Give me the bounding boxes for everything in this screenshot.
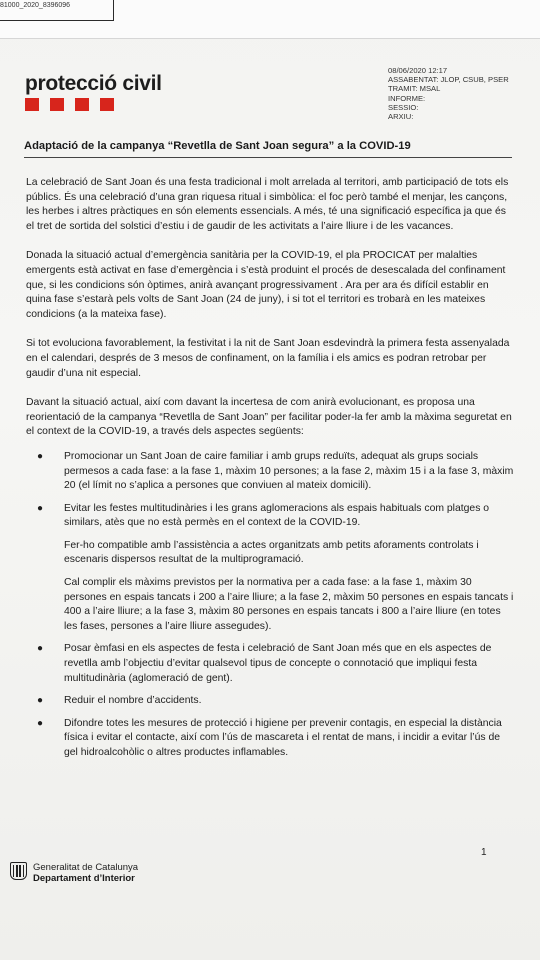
- paragraph: Donada la situació actual d’emergència sanitària per la COVID-19, el pla PROCICAT per malalties emergents està activat en fase d’emergència i s’està produint el procés de desescalada del confinament que, si les condicions són òptimes, anirà avançant progressivament . Ara per ara és difícil establir en quina fase s’estarà pels volts de Sant Joan (24 de juny), i si tot el territori es trobarà en les mateixes condicions (a la mateixa fase).: [26, 250, 506, 320]
- paragraph: La celebració de Sant Joan és una festa tradicional i molt arrelada al territori, amb participació de tots els públics. És una celebració d’una gran riquesa ritual i simbòlica: el foc però també el menjar, les cançons, les herbes i altres pràctiques en són elements essencials. A més, té una significació específica ja que és el tret de sortida del solstici d’estiu i de gaudir de les activitats a l’aire lliure i de les vacances.: [26, 177, 509, 232]
- stamp-tramit: TRAMIT: MSAL: [388, 84, 441, 94]
- list-item-text: Posar èmfasi en els aspectes de festa i celebració de Sant Joan més que en els aspectes de revetlla amb l’objectiu d’evitar qualsevol tipus de concepte o connotació que impliqui festa multitudinària (aglomeració de gent).: [64, 643, 492, 684]
- list-item-subparagraph: Fer-ho compatible amb l’assistència a actes organitzats amb petits aforaments controlats i escenaris dispersos resultat de la multiprogramació.: [64, 539, 479, 566]
- list-item-text: Difondre totes les mesures de protecció i higiene per prevenir contagis, en especial la distància física i evitar el contacte, així com l’ús de mascareta i el rentat de mans, i incidir a evitar l’ús de gel hidroalcohòlic o altres productes inflamables.: [64, 717, 502, 758]
- generalitat-emblem-icon: [10, 862, 27, 880]
- list-item: [26, 642, 514, 686]
- logo-square: [75, 98, 89, 111]
- logo-square: [25, 98, 39, 111]
- stamp-informe: INFORME:: [388, 93, 426, 103]
- logo-title: protecció civil: [25, 72, 162, 95]
- list-item-text: Reduir el nombre d’accidents.: [64, 695, 202, 707]
- bullet-dot-icon: ●: [37, 695, 44, 707]
- document-title: Adaptació de la campanya “Revetlla de Sant Joan segura” a la COVID-19: [24, 140, 512, 158]
- footer-government: Generalitat de Catalunya: [33, 862, 139, 873]
- registration-stamp: [388, 66, 536, 121]
- logo-square: [100, 98, 114, 111]
- header-divider: [0, 20, 114, 21]
- paragraph: Si tot evoluciona favorablement, la festivitat i la nit de Sant Joan esdevindrà la primera festa assenyalada en el calendari, després de 3 mesos de confinament, on la família i els amics es podran retrobar per gaudir d’una nit especial.: [26, 338, 510, 379]
- logo-squares: [25, 98, 114, 111]
- list-item: [26, 502, 514, 635]
- stamp-datetime: 08/06/2020 12:17: [388, 66, 448, 75]
- header-divider: [113, 0, 114, 20]
- logo-square: [50, 98, 64, 111]
- stamp-assabentat: ASSABENTAT: JLOP, CSUB, PSER: [388, 75, 509, 85]
- bullet-list: [26, 450, 514, 761]
- bullet-dot-icon: ●: [37, 643, 44, 655]
- list-item: [26, 717, 514, 761]
- footer-text: [33, 862, 138, 884]
- scan-id: 81000_2020_8396096: [0, 2, 71, 9]
- list-item-subparagraph: Cal complir els màxims previstos per la normativa per a cada fase: a la fase 1, màxim 30 persones en espais tancats i 200 a l’aire lliure; a la fase 2, màxim 50 persones en espais tancats i 400 a l’aire lliure; a la fase 3, màxim 80 persones en espais tancats i 800 a l’aire lliure (en totes les fases, persones a l’aire lliure assegudes).: [64, 577, 514, 632]
- list-item: [26, 694, 514, 709]
- paragraph: Davant la situació actual, així com davant la incertesa de com anirà evolucionant, es proposa una reorientació de la campanya “Revetlla de Sant Joan” per facilitar poder-la fer amb la màxima seguretat en el context de la COVID-19, a través dels aspectes següents:: [26, 397, 512, 438]
- stamp-arxiu: ARXIU:: [388, 112, 414, 122]
- page-number: 1: [481, 847, 487, 858]
- document-body: [26, 176, 514, 769]
- stamp-sessio: SESSIO:: [388, 102, 419, 112]
- list-item: [26, 450, 514, 494]
- bullet-dot-icon: ●: [37, 502, 44, 514]
- footer-department: Departament d’Interior: [33, 873, 135, 884]
- list-item-text: Evitar les festes multitudinàries i les grans aglomeracions als espais habituals com platges o similars, atès que no està permès en el context de la COVID-19.: [64, 502, 490, 529]
- list-item-text: Promocionar un Sant Joan de caire familiar i amb grups reduïts, adequat als grups socials permesos a cada fase: a la fase 1, màxim 10 persones; a la fase 2, màxim 15 i a la fase 3, màxim 20 (el límit no s’aplica a persones que conviuen al mateix domicili).: [64, 450, 514, 492]
- bullet-dot-icon: ●: [37, 450, 44, 462]
- footer: [10, 862, 138, 884]
- bullet-dot-icon: ●: [37, 717, 44, 729]
- scan-header-strip: [0, 0, 540, 39]
